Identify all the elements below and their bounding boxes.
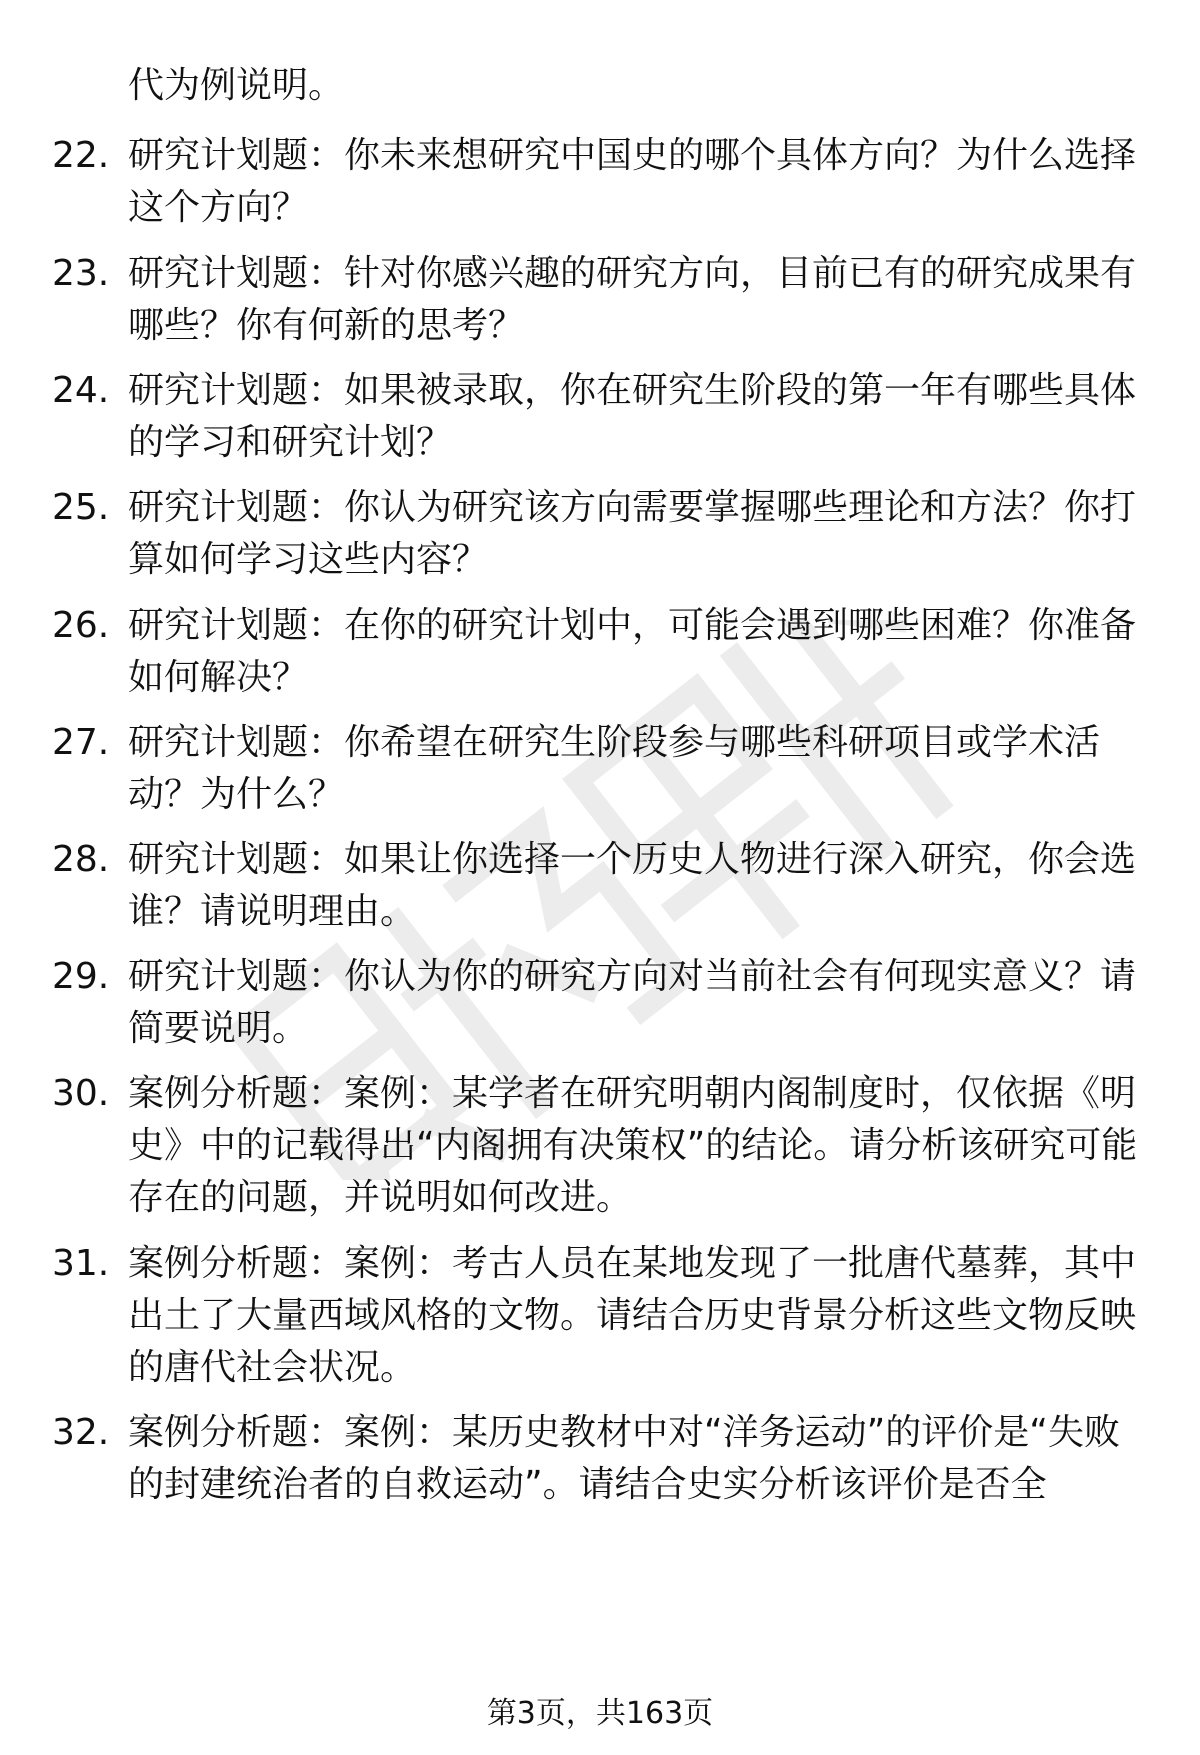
question-text: 案例分析题：案例：某历史教材中对“洋务运动”的评价是“失败的封建统治者的自救运动”。请结合史实分析该评价是否全: [128, 1412, 1120, 1505]
question-text: 研究计划题：如果被录取，你在研究生阶段的第一年有哪些具体的学习和研究计划？: [128, 370, 1137, 463]
question-number: 28.: [52, 839, 110, 880]
question-number: 30.: [52, 1073, 110, 1114]
question-number: 22.: [52, 135, 110, 176]
question-text: 研究计划题：如果让你选择一个历史人物进行深入研究，你会选谁？请说明理由。: [128, 839, 1137, 932]
question-text: 案例分析题：案例：考古人员在某地发现了一批唐代墓葬，其中出土了大量西域风格的文物。请结合历史背景分析这些文物反映的唐代社会状况。: [128, 1243, 1137, 1388]
question-number: 24.: [52, 370, 110, 411]
question-text: 案例分析题：案例：某学者在研究明朝内阁制度时，仅依据《明史》中的记载得出“内阁拥有决策权”的结论。请分析该研究可能存在的问题，并说明如何改进。: [128, 1073, 1138, 1218]
question-text: 研究计划题：你认为研究该方向需要掌握哪些理论和方法？你打算如何学习这些内容？: [128, 487, 1137, 580]
question-text: 研究计划题：针对你感兴趣的研究方向，目前已有的研究成果有哪些？你有何新的思考？: [128, 253, 1137, 346]
question-number: 32.: [52, 1412, 110, 1453]
question-number: 26.: [52, 605, 110, 646]
question-text: 研究计划题：你希望在研究生阶段参与哪些科研项目或学术活动？为什么？: [128, 722, 1101, 815]
question-number: 25.: [52, 487, 110, 528]
question-text: 研究计划题：在你的研究计划中，可能会遇到哪些困难？你准备如何解决？: [128, 605, 1137, 698]
page-footer: 第3页，共163页: [486, 1696, 714, 1731]
question-number: 31.: [52, 1243, 110, 1284]
question-text: 研究计划题：你未来想研究中国史的哪个具体方向？为什么选择这个方向？: [128, 135, 1137, 228]
question-number: 27.: [52, 722, 110, 763]
question-number: 23.: [52, 253, 110, 294]
question-text: 研究计划题：你认为你的研究方向对当前社会有何现实意义？请简要说明。: [128, 956, 1137, 1049]
continued-text: 代为例说明。: [128, 65, 345, 106]
question-number: 29.: [52, 956, 110, 997]
